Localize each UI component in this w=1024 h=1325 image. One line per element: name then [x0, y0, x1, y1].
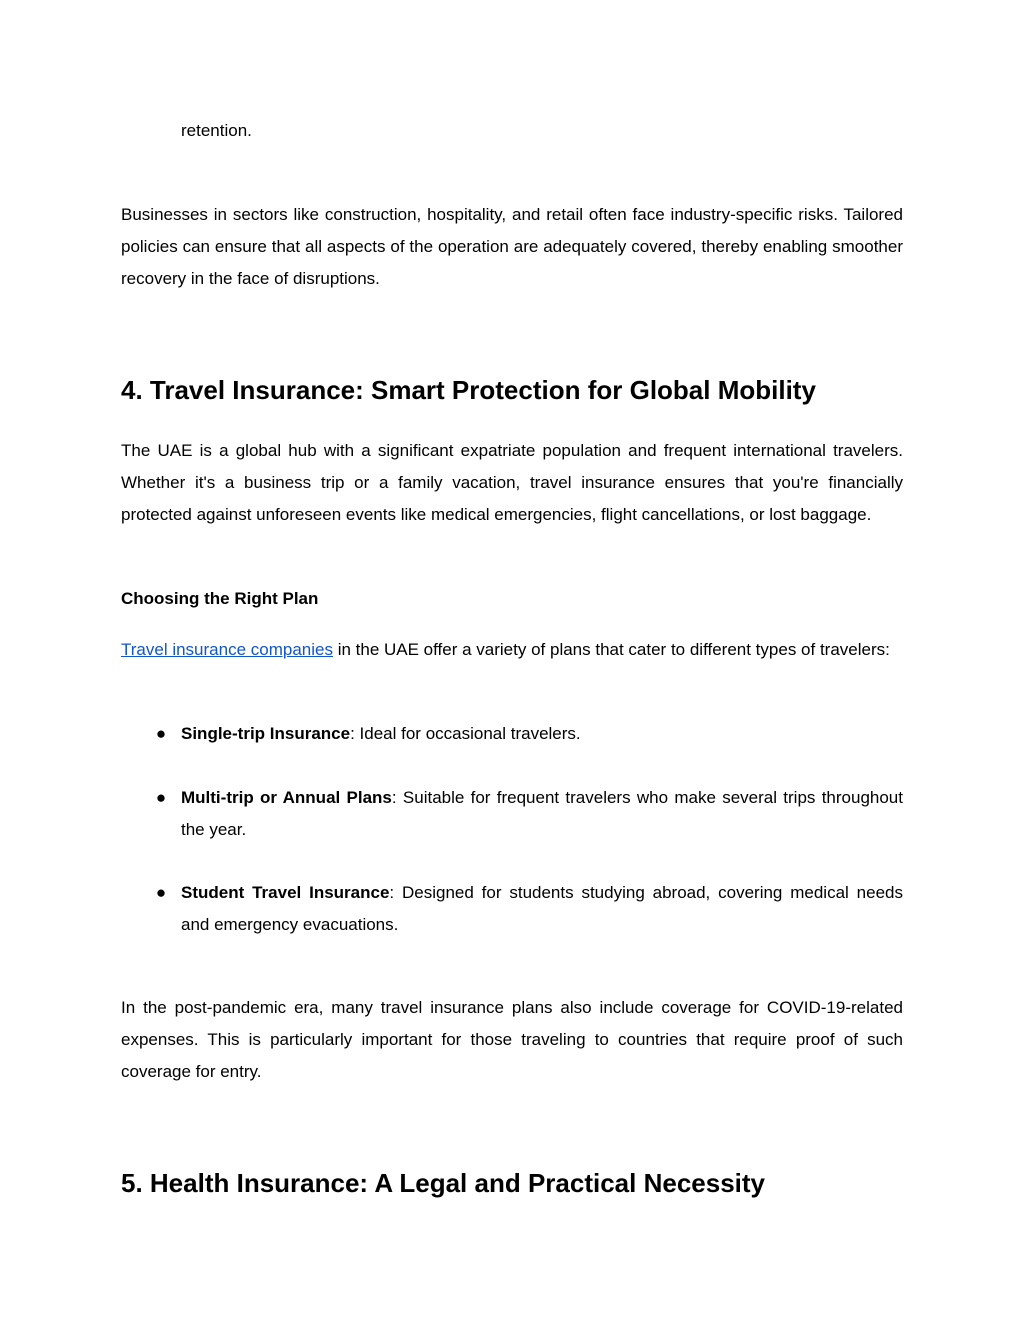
plans-intro-paragraph: [121, 634, 903, 666]
bullet-description: : Ideal for occasional travelers.: [350, 724, 581, 743]
choosing-plan-subheading: Choosing the Right Plan: [121, 589, 319, 608]
bullet-description: : Suitable for frequent travelers who make several trips throughout the year.: [181, 788, 903, 839]
bullet-term: Single-trip Insurance: [181, 724, 351, 743]
covid-paragraph: In the post-pandemic era, many travel insurance plans also include coverage for COVID-19-related expenses. This is particularly important for those traveling to countries that require proof of such coverage for entry.: [121, 998, 903, 1081]
bullet-icon: ●: [155, 883, 167, 902]
bullet-description: : Designed for students studying abroad, covering medical needs and emergency evacuations.: [181, 883, 903, 934]
section-4-paragraph: The UAE is a global hub with a significant expatriate population and frequent international travelers. Whether it's a business trip or a family vacation, travel insurance ensures that you're financially protected against unforeseen events like medical emergencies, flight cancellations, or lost baggage.: [121, 441, 903, 524]
section-5-heading: 5. Health Insurance: A Legal and Practical Necessity: [121, 1168, 765, 1198]
bullet-icon: ●: [155, 724, 167, 743]
bullet-icon: ●: [155, 788, 167, 807]
list-item: [121, 877, 903, 941]
list-item: [121, 782, 903, 846]
intro-paragraph: Businesses in sectors like construction, hospitality, and retail often face industry-specific risks. Tailored policies can ensure that all aspects of the operation are adequately covered, thereby enabling smoother recovery in the face of disruptions.: [121, 205, 903, 288]
section-4-heading: 4. Travel Insurance: Smart Protection for Global Mobility: [121, 375, 816, 405]
continued-text: retention.: [181, 121, 252, 140]
list-item: [121, 718, 903, 750]
travel-insurance-companies-link[interactable]: Travel insurance companies: [121, 640, 333, 659]
bullet-term: Multi-trip or Annual Plans: [181, 788, 392, 807]
bullet-term: Student Travel Insurance: [181, 883, 390, 902]
plans-intro-text: in the UAE offer a variety of plans that cater to different types of travelers:: [332, 640, 890, 659]
